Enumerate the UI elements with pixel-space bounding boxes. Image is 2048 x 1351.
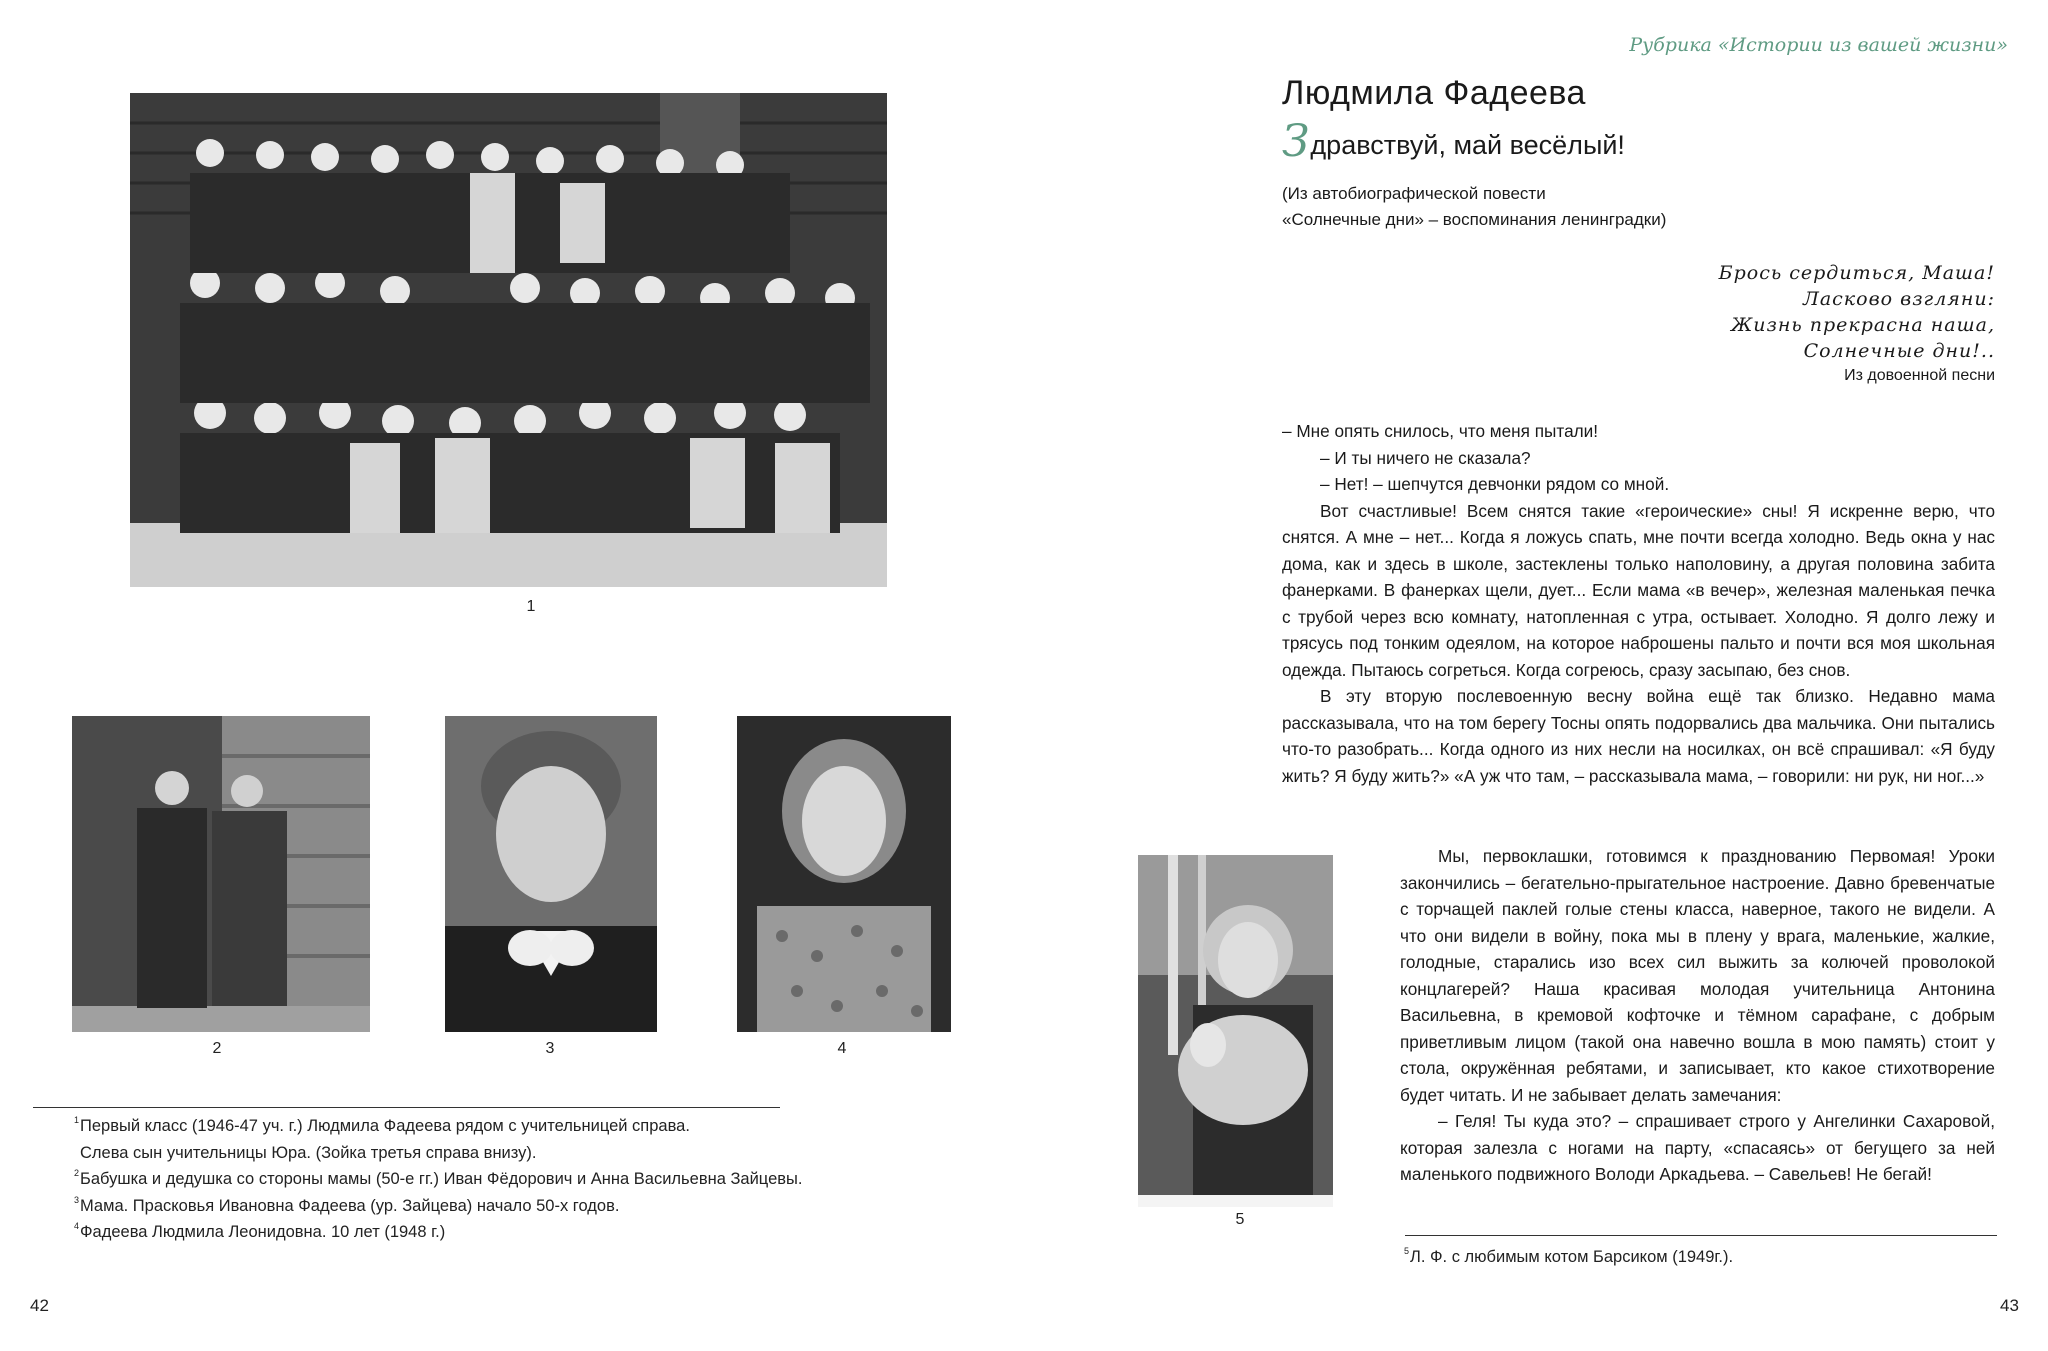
subtitle-line-2: «Солнечные дни» – воспоминания ленинградки) <box>1282 210 1667 229</box>
mother-illustration <box>445 716 657 1032</box>
footnote-5 <box>1404 1244 1734 1271</box>
mother-photo <box>445 716 657 1032</box>
photo-label-1: 1 <box>526 598 536 615</box>
epigraph-line-1: Брось сердиться, Маша! <box>1718 262 1995 284</box>
title-dropcap: З <box>1282 116 1310 167</box>
paragraph: В эту вторую послевоенную весну война ещё так близко. Недавно мама рассказывала, что на том берегу Тосны опять подорвались два мальчика. Они пытались что-то разобрать... Когда одного из них несли на носилках, он всё спрашивал: «Я буду жить? Я буду жить?» «А уж что там, – рассказывала мама, – говорили: ни рук, ни ног...» <box>1282 686 1995 786</box>
page-number-left: 42 <box>30 1296 49 1315</box>
footnote-text: Мама. Прасковья Ивановна Фадеева (ур. Зайцева) начало 50-х годов. <box>80 1196 620 1215</box>
epigraph <box>1719 260 1995 364</box>
footnote-2 <box>74 1166 803 1193</box>
class-photo-illustration <box>130 93 887 587</box>
author-name: Людмила Фадеева <box>1282 74 1586 112</box>
grandparents-photo <box>72 716 370 1032</box>
paragraph: Мы, первоклашки, готовимся к празднованию Первомая! Уроки закончились – бегательно-прыгательное настроение. Давно бревенчатые с торчащей паклей голые стены класса, наверное, такого не видели. А что они видели в войну, пока мы в плену у врага, маленькие, жалкие, голодные, старались изо всех сил выжить за колючей проволокой концлагерей? Наша красивая молодая учительница Антонина Васильевна, в кремовой кофточке и тёмном сарафане, с добрым приветливым лицом (такой она навечно вошла в мою память) стоит у стола, окружённая ребятами, и записывает, кто какое стихотворение будет читать. И не забывает делать замечания: <box>1400 846 1995 1105</box>
epigraph-line-4: Солнечные дни!.. <box>1803 340 1995 362</box>
photo-label-3: 3 <box>545 1040 555 1057</box>
footnote-text: Фадеева Людмила Леонидовна. 10 лет (1948 г.) <box>80 1223 446 1241</box>
girl-with-cat-photo <box>1138 855 1333 1207</box>
epigraph-source: Из довоенной песни <box>1844 367 1995 384</box>
page-number-right: 43 <box>2000 1296 2019 1315</box>
girl-illustration <box>737 716 951 1032</box>
photo-label-4: 4 <box>837 1040 847 1057</box>
body-text-full <box>1282 418 1995 789</box>
photo-label-2: 2 <box>212 1040 222 1057</box>
footnote-text: Слева сын учительницы Юра. (Зойка третья справа внизу). <box>80 1143 537 1162</box>
footnote-mark: 1 <box>74 1115 80 1125</box>
girl-photo <box>737 716 951 1032</box>
class-photo <box>130 93 887 587</box>
subtitle-line-1: (Из автобиографической повести <box>1282 184 1546 203</box>
story-title <box>1282 116 1625 167</box>
photo-label-5: 5 <box>1235 1211 1245 1228</box>
body-text-narrow <box>1400 843 1995 1188</box>
grandparents-illustration <box>72 716 370 1032</box>
footnote-text: Первый класс (1946-47 уч. г.) Людмила Фадеева рядом с учительницей справа. <box>80 1117 690 1135</box>
paragraph: – Геля! Ты куда это? – спрашивает строго у Ангелинки Сахаровой, которая залезла с ногами на парту, «спасаясь» от бегущего за ней маленького подвижного Володи Аркадьева. – Савельев! Не бегай! <box>1400 1111 1995 1184</box>
paragraph: – Мне опять снилось, что меня пытали! <box>1282 421 1599 441</box>
epigraph-line-2: Ласково взгляни: <box>1802 288 1995 310</box>
footnote-mark: 5 <box>1404 1246 1410 1256</box>
paragraph: Вот счастливые! Всем снятся такие «героические» сны! Я искренне верю, что снятся. А мне – нет... Когда я ложусь спать, мне почти всегда холодно. Ведь окна у нас дома, как и здесь в школе, застеклены только наполовину, а другая половина забита фанерками. В фанерках щели, дует... Если мама «в вечер», железная маленькая печка с трубой через всю комнату, натопленная с утра, остывает. Холодно. Я долго лежу и трясусь под тонким одеялом, на которое наброшены пальто и почти вся моя школьная одежда. Пытаюсь согреться. Когда согреюсь, сразу засыпаю, без снов. <box>1282 500 1995 680</box>
footnote-mark: 2 <box>74 1168 80 1178</box>
subtitle <box>1282 181 1666 233</box>
footnotes-right <box>1404 1244 1734 1271</box>
footnote-1-line-2 <box>80 1140 802 1167</box>
footnote-rule-right <box>1405 1235 1997 1236</box>
footnote-mark: 4 <box>74 1221 80 1231</box>
footnote-3 <box>74 1193 802 1220</box>
footnote-1-line-1 <box>74 1113 802 1140</box>
footnote-rule-left <box>33 1107 780 1108</box>
paragraph: – И ты ничего не сказала? <box>1320 447 1531 468</box>
title-text: дравствуй, май весёлый! <box>1310 130 1625 160</box>
epigraph-line-3: Жизнь прекрасна наша, <box>1730 314 1995 336</box>
footnotes-left <box>74 1113 803 1246</box>
footnote-4 <box>74 1219 802 1246</box>
girl-with-cat-illustration <box>1138 855 1333 1207</box>
footnote-text: Л. Ф. с любимым котом Барсиком (1949г.). <box>1410 1248 1734 1266</box>
footnote-mark: 3 <box>74 1194 80 1205</box>
rubric-header: Рубрика «Истории из вашей жизни» <box>1629 34 2008 56</box>
footnote-text: Бабушка и дедушка со стороны мамы (50-е гг.) Иван Фёдорович и Анна Васильевна Зайцевы. <box>80 1170 803 1188</box>
paragraph: – Нет! – шепчутся девчонки рядом со мной. <box>1320 474 1670 494</box>
